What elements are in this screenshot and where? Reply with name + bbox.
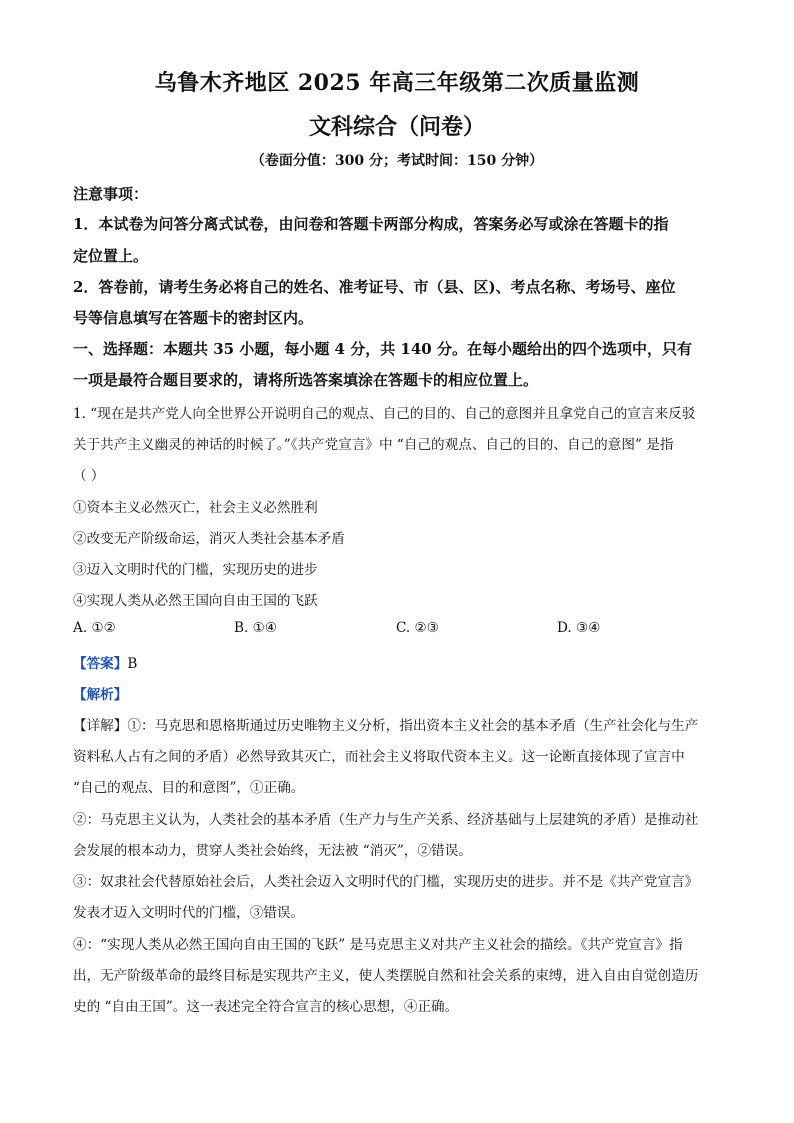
- detail-line-9: 出，无产阶级革命的最终目标是实现共产主义，使人类摆脱自然和社会关系的束缚，进入自由自觉创造历: [73, 968, 699, 984]
- question-stem-line-1: 1. “现在是共产党人向全世界公开说明自己的观点、自己的目的、自己的意图并且拿党自己的宣言来反驳: [73, 406, 696, 422]
- option-b: B. ①④: [234, 620, 278, 636]
- notice-heading: 注意事项：: [73, 185, 149, 203]
- section-heading-line-1: 一、选择题：本题共 35 小题，每小题 4 分，共 140 分。在每小题给出的四个选项中，只有: [73, 340, 692, 358]
- detail-line-2: 资料私人占有之间的矛盾）必然导致其灭亡，而社会主义将取代资本主义。这一论断直接体现了宣言中: [73, 749, 685, 765]
- detail-line-5: 会发展的根本动力，贯穿人类社会始终，无法被 “消灭”，②错误。: [73, 843, 472, 859]
- option-d: D. ③④: [557, 620, 601, 636]
- notice-item-2-line-1: 2．答卷前，请考生务必将自己的姓名、准考证号、市（县、区)、考点名称、考场号、座位: [73, 278, 676, 296]
- detail-line-7: 发表才迈入文明时代的门槛，③错误。: [73, 905, 305, 921]
- notice-item-2-line-2: 号等信息填写在答题卡的密封区内。: [73, 309, 314, 327]
- exam-meta: （卷面分值：300 分；考试时间：150 分钟）: [250, 153, 544, 169]
- detail-line-8: ④：“实现人类从必然王国向自由王国的飞跃” 是马克思主义对共产主义社会的描绘。《共产党宣言》指: [73, 937, 683, 953]
- detail-line-10: 史的 “自由王国”。这一表述完全符合宣言的核心思想，④正确。: [73, 999, 459, 1015]
- answer-line: [73, 652, 137, 672]
- detail-line-3: “自己的观点、目的和意图”，①正确。: [73, 780, 305, 796]
- answer-tag: 【答案】: [73, 656, 128, 672]
- question-stem-line-2: 关于共产主义幽灵的神话的时候了。”《共产党宣言》中 “自己的观点、自己的目的、自己的意图” 是指: [73, 437, 674, 453]
- detail-line-4: ②：马克思主义认为，人类社会的基本矛盾（生产力与生产关系、经济基础与上层建筑的矛盾）是推动社: [73, 812, 699, 828]
- notice-item-1-line-1: 1．本试卷为问答分离式试卷，由问卷和答题卡两部分构成，答案务必写或涂在答题卡的指: [73, 215, 669, 233]
- detail-tag: 【详解】: [73, 718, 128, 734]
- statement-item-3: ③迈入文明时代的门槛，实现历史的进步: [73, 562, 318, 578]
- statement-item-1: ①资本主义必然灭亡，社会主义必然胜利: [73, 500, 318, 516]
- answer-value: B: [127, 656, 138, 672]
- page-subtitle: 文科综合（问卷）: [308, 114, 485, 140]
- option-c: C. ②③: [396, 620, 439, 636]
- option-a: A. ①②: [73, 620, 116, 636]
- detail-line-1: [73, 714, 698, 734]
- analysis-line: [73, 683, 127, 703]
- section-heading-line-2: 一项是最符合题目要求的，请将所选答案填涂在答题卡的相应位置上。: [73, 371, 539, 389]
- statement-item-4: ④实现人类从必然王国向自由王国的飞跃: [73, 593, 318, 609]
- notice-item-1-line-2: 定位置上。: [73, 247, 149, 265]
- statement-item-2: ②改变无产阶级命运，消灭人类社会基本矛盾: [73, 531, 345, 547]
- detail-text-1: ①：马克思和恩格斯通过历史唯物主义分析，指出资本主义社会的基本矛盾（生产社会化与生产: [127, 718, 699, 734]
- question-stem-line-3: （ ）: [73, 468, 105, 484]
- detail-line-6: ③：奴隶社会代替原始社会后，人类社会迈入文明时代的门槛，实现历史的进步。并不是《共产党宣言》: [73, 874, 699, 890]
- analysis-tag: 【解析】: [73, 687, 128, 703]
- page-title: 乌鲁木齐地区 2025 年高三年级第二次质量监测: [154, 70, 640, 96]
